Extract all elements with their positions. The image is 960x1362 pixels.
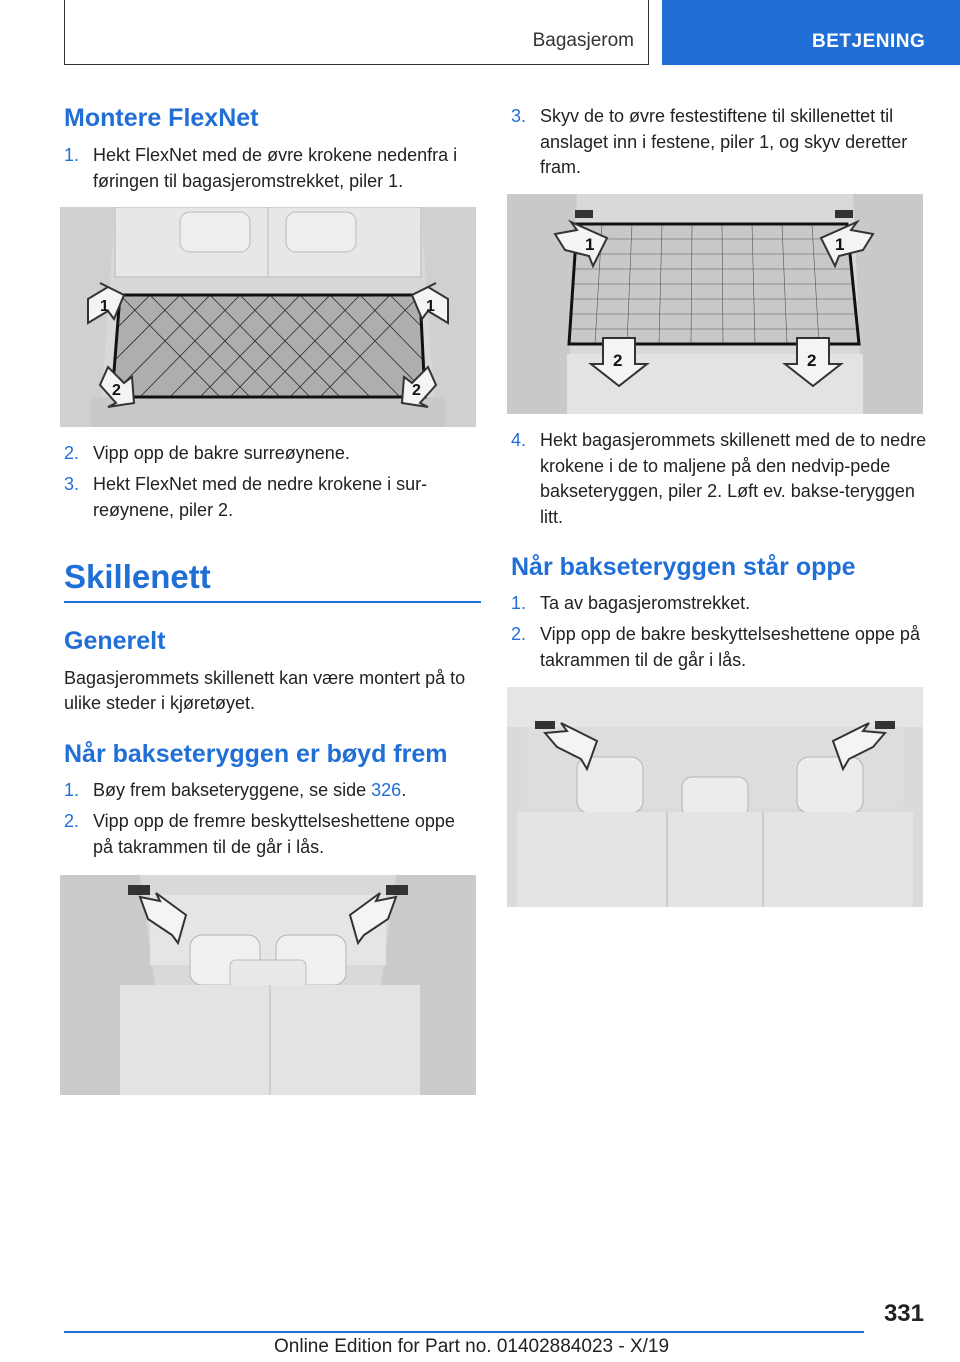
svg-text:1: 1 [426, 298, 435, 315]
header-frame [64, 0, 649, 65]
svg-text:1: 1 [835, 235, 845, 254]
section-rule [64, 601, 481, 603]
divider-step-3: 3. Skyv de to øvre festestiftene til skillenettet til anslaget inn i festene, piler 1, og skyv deretter fram. [511, 106, 908, 177]
footer-edition: Online Edition for Part no. 01402884023 - X/19 [274, 1336, 670, 1357]
svg-text:2: 2 [412, 382, 421, 399]
rear-caps-illustration [507, 687, 923, 907]
bøyd-step-2: 2. Vipp opp de fremre beskyttelseshettene oppe på takrammen til de går i lås. [64, 811, 455, 857]
figure-flexnet-trunk [60, 207, 476, 427]
heading-skillenett: Skillenett [64, 558, 211, 595]
oppe-step-2: 2. Vipp opp de bakre beskyttelseshettene oppe på takrammen til de går i lås. [511, 624, 920, 670]
flexnet-illustration [60, 207, 476, 427]
heading-bøyd-frem: Når bakseteryggen er bøyd frem [64, 740, 448, 768]
page-number: 331 [883, 1300, 924, 1327]
front-caps-illustration [60, 875, 476, 1095]
page-link-326[interactable]: 326 [371, 780, 402, 800]
figure-divider-net [507, 194, 923, 414]
figure-front-caps [60, 875, 476, 1095]
flexnet-step-1: 1. Hekt FlexNet med de øvre krokene nedenfra i føringen til bagasjeromstrekket, piler 1. [64, 145, 458, 191]
bøyd-step-1: 1. Bøy frem bakseteryggene, se side 326. [64, 780, 407, 800]
svg-text:1: 1 [585, 235, 595, 254]
svg-text:2: 2 [112, 382, 121, 399]
heading-står-oppe: Når bakseteryggen står oppe [511, 553, 856, 581]
flexnet-step-3: 3. Hekt FlexNet med de nedre krokene i sur‐reøynene, piler 2. [64, 474, 428, 520]
header-chapter-label: BETJENING [812, 31, 926, 52]
divider-net-illustration [507, 194, 923, 414]
generelt-paragraph: Bagasjerommets skillenett kan være montert på to ulike steder i kjøretøyet. [64, 668, 466, 713]
svg-text:2: 2 [807, 351, 817, 370]
flexnet-step-2: 2. Vipp opp de bakre surreøynene. [64, 443, 350, 463]
oppe-step-1: 1. Ta av bagasjeromstrekket. [511, 593, 751, 613]
header-section-title: Bagasjerom [532, 30, 634, 51]
svg-text:1: 1 [100, 298, 109, 315]
svg-text:2: 2 [613, 351, 623, 370]
figure-rear-caps [507, 687, 923, 907]
divider-step-4: 4. Hekt bagasjerommets skillenett med de to nedre krokene i de to maljene på den nedvip‐pede bakseteryggen, piler 2. Løft ev. bakse‐teryggen litt. [511, 430, 927, 527]
footer-rule [64, 1331, 864, 1333]
heading-generelt: Generelt [64, 627, 166, 655]
heading-montere-flexnet: Montere FlexNet [64, 104, 259, 132]
